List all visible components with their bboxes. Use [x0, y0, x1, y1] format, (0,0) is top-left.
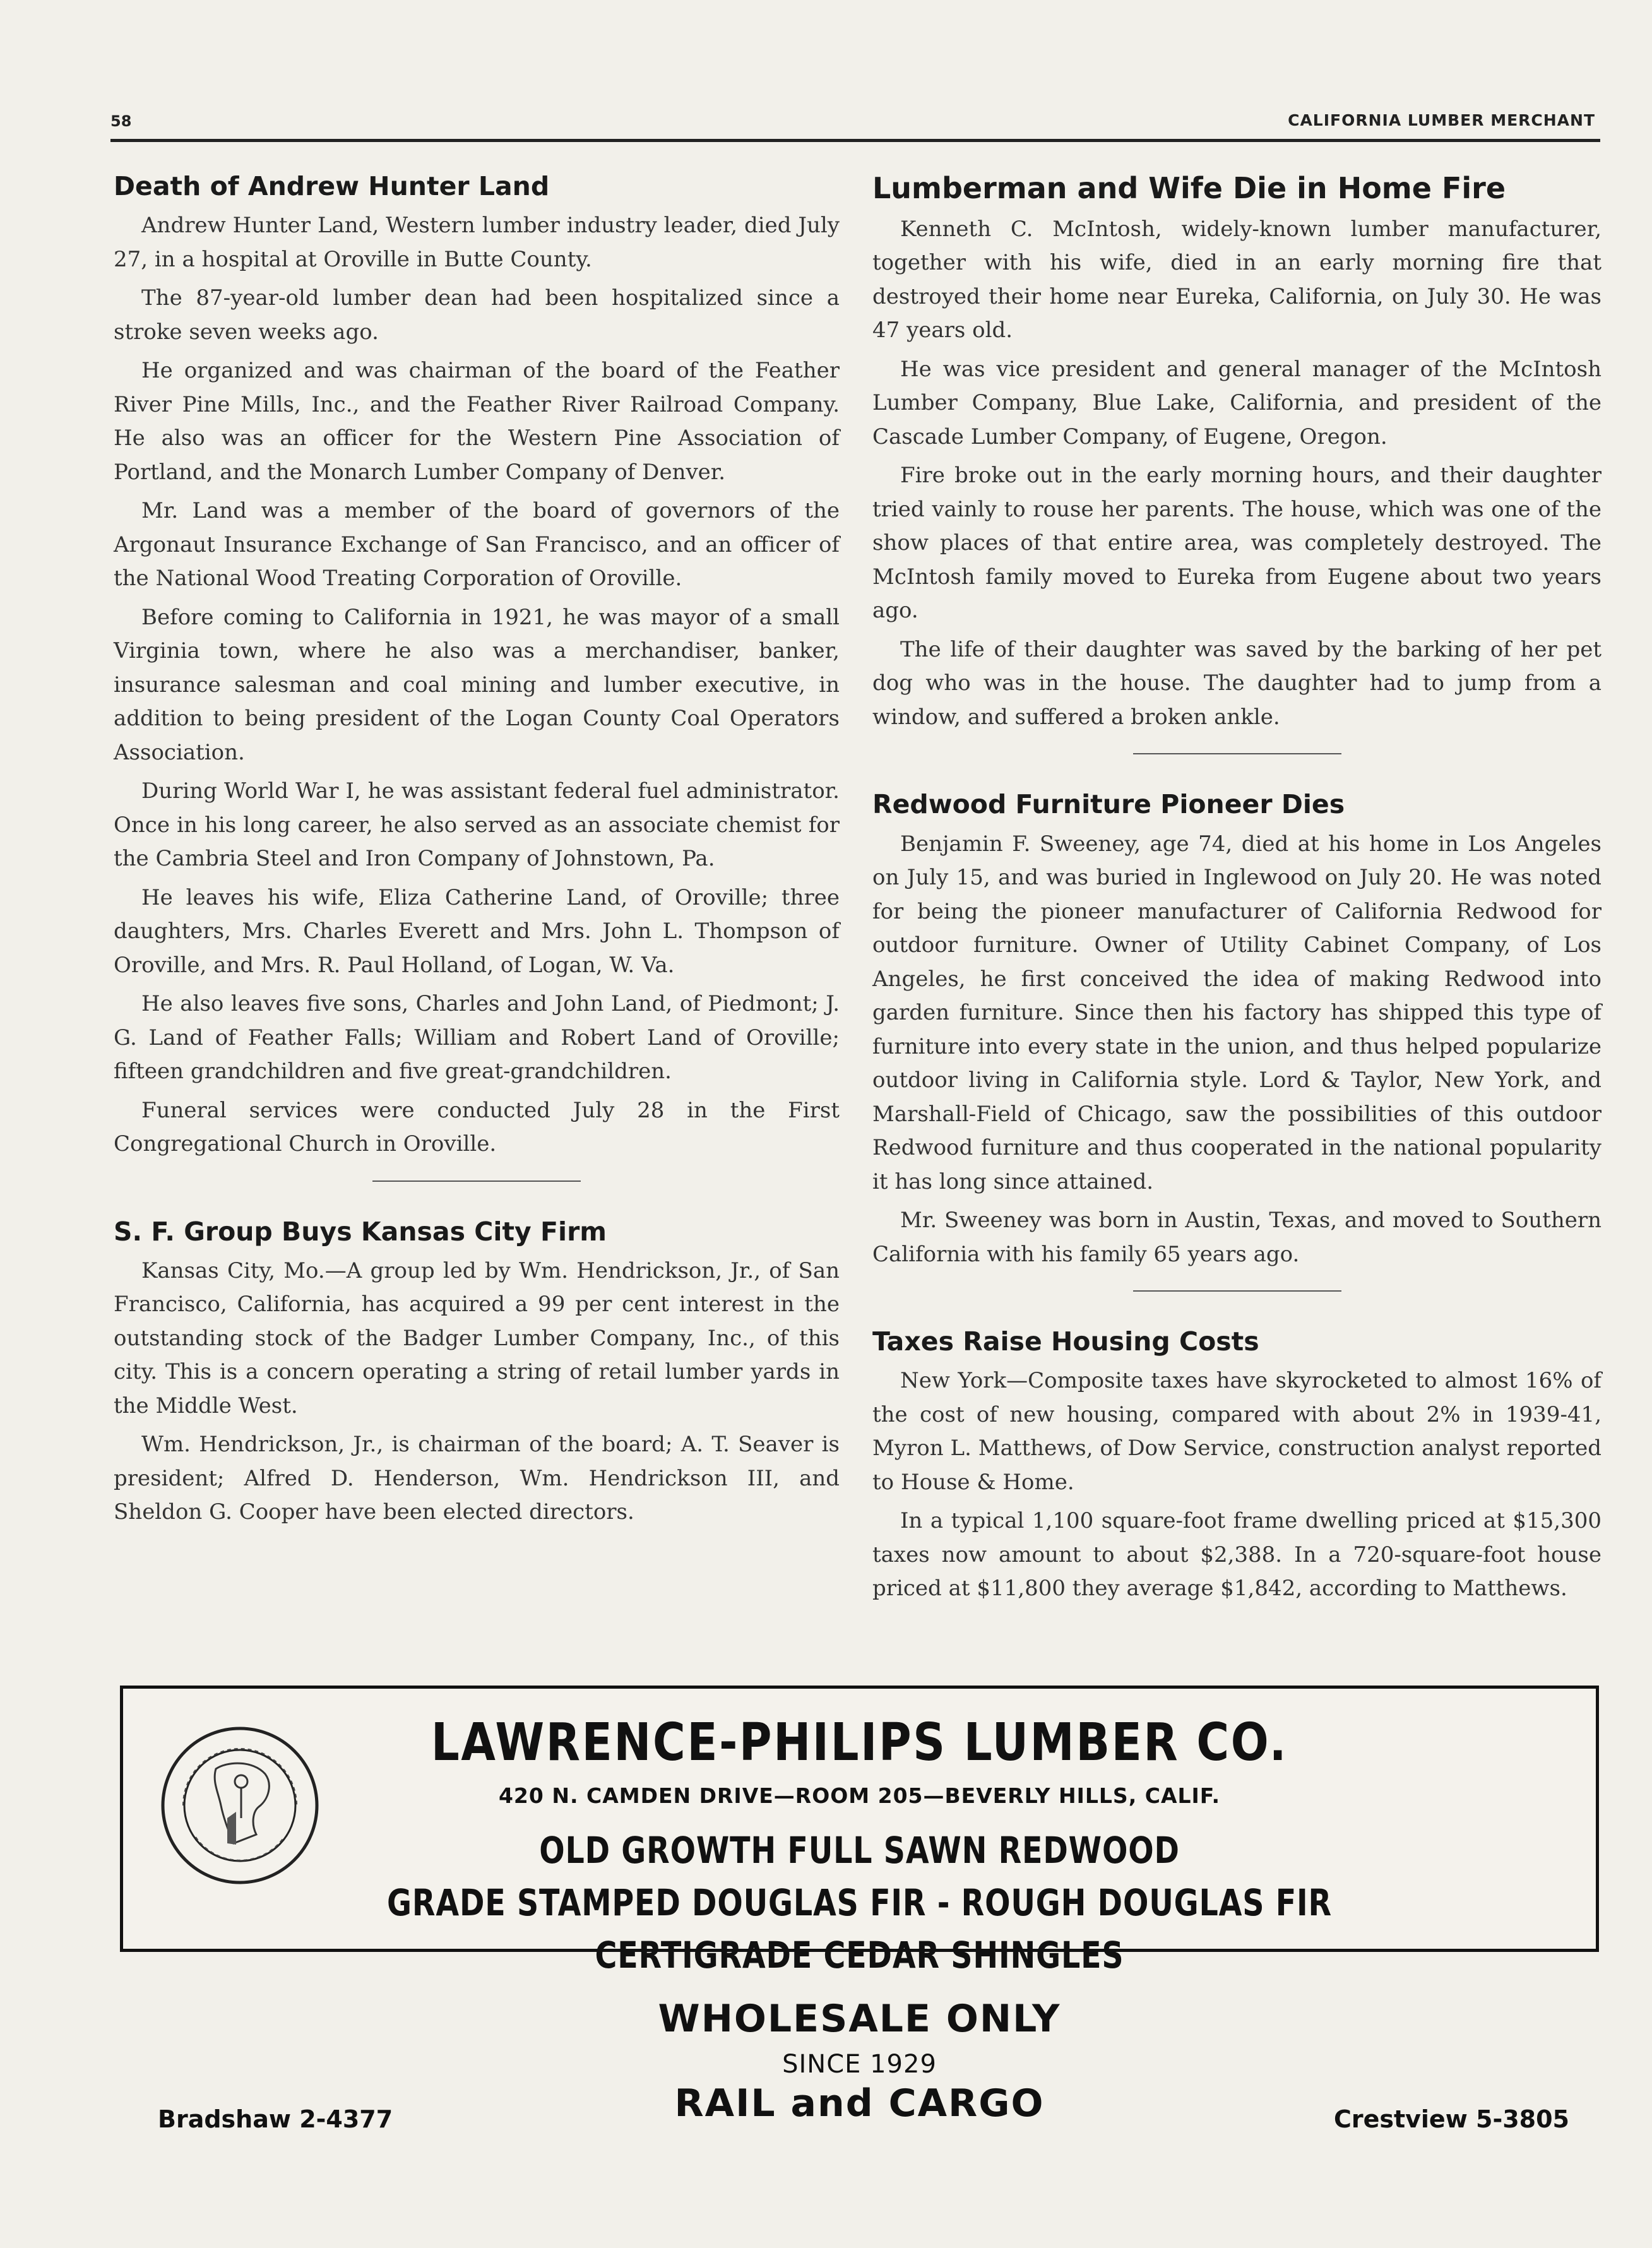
article-headline: Lumberman and Wife Die in Home Fire: [872, 171, 1506, 205]
article-paragraph: Benjamin F. Sweeney, age 74, died at his home in Los Angeles on July 15, and was buried in Inglewood on July 20. He was noted for being the pioneer manufacturer of California Redwood for outdoor furniture. Owner of Utility Cabinet Company, of Los Angeles, he first conceived the idea of making Redwood into garden furniture. Since then his factory has shipped this type of furniture into every state in the union, and thus helped popularize outdoor living in California style. Lord & Taylor, New York, and Marshall-Field of Chicago, saw the possibilities of this outdoor Redwood furniture and thus cooperated in the national popularity it has long since attained.: [872, 831, 1601, 1194]
ad-product-line: GRADE STAMPED DOUGLAS FIR - ROUGH DOUGLAS FIR: [387, 1881, 1332, 1924]
section-divider: [372, 1180, 581, 1182]
article-home-fire: [872, 172, 1601, 734]
article-taxes-housing: [872, 1327, 1601, 1606]
ad-company-name: LAWRENCE-PHILIPS LUMBER CO.: [431, 1713, 1288, 1773]
article-headline: Death of Andrew Hunter Land: [114, 171, 550, 201]
article-paragraph: He leaves his wife, Eliza Catherine Land, of Oroville; three daughters, Mrs. Charles Everett and Mrs. John L. Thompson of Oroville, and Mrs. R. Paul Holland, of Logan, W. Va.: [114, 884, 840, 978]
article-paragraph: He organized and was chairman of the board of the Feather River Pine Mills, Inc., and the Feather River Railroad Company. He also was an officer for the Western Pine Association of Portland, and the Monarch Lumber Company of Denver.: [114, 358, 840, 485]
left-column: [114, 172, 840, 1536]
article-paragraph: The 87-year-old lumber dean had been hospitalized since a stroke seven weeks ago.: [114, 285, 840, 345]
page-header: [110, 109, 1600, 142]
article-paragraph: Mr. Sweeney was born in Austin, Texas, and moved to Southern California with his family 65 years ago.: [872, 1208, 1601, 1267]
article-kansas-city-firm: [114, 1217, 840, 1530]
article-paragraph: Wm. Hendrickson, Jr., is chairman of the board; A. T. Seaver is president; Alfred D. Henderson, Wm. Hendrickson III, and Sheldon G. Cooper have been elected directors.: [114, 1432, 840, 1525]
article-andrew-hunter-land: [114, 172, 840, 1162]
ad-since-year: SINCE 1929: [782, 2050, 937, 2079]
article-paragraph: Fire broke out in the early morning hours, and their daughter tried vainly to rouse her parents. The house, which was one of the show places of that entire area, was completely destroyed. The McIntosh family moved to Eureka from Eugene about two years ago.: [872, 463, 1601, 624]
article-headline: Redwood Furniture Pioneer Dies: [872, 789, 1345, 820]
ad-address: 420 N. CAMDEN DRIVE—ROOM 205—BEVERLY HILLS, CALIF.: [498, 1783, 1221, 1808]
page-number: 58: [110, 112, 132, 130]
section-divider: [1133, 1290, 1341, 1292]
article-paragraph: He also leaves five sons, Charles and John Land, of Piedmont; J. G. Land of Feather Falls; William and Robert Land of Oroville; fifteen grandchildren and five great-grandchildren.: [114, 991, 840, 1085]
ad-rail-and-cargo: RAIL and CARGO: [674, 2081, 1045, 2126]
ad-phone-left: Bradshaw 2-4377: [158, 2105, 393, 2133]
article-paragraph: Before coming to California in 1921, he was mayor of a small Virginia town, where he also was a merchandiser, banker, insurance salesman and coal mining and lumber executive, in addition to being president of the Logan County Coal Operators Association.: [114, 604, 840, 765]
ad-phone-right: Crestview 5-3805: [1333, 2105, 1569, 2133]
advertisement: [120, 1686, 1599, 2133]
article-paragraph: New York—Composite taxes have skyrocketed to almost 16% of the cost of new housing, compared with about 2% in 1939-41, Myron L. Matthews, of Dow Service, construction analyst reported to House & Home.: [872, 1368, 1601, 1495]
article-paragraph: The life of their daughter was saved by the barking of her pet dog who was in the house. The daughter had to jump from a window, and suffered a broken ankle.: [872, 636, 1601, 730]
article-headline: S. F. Group Buys Kansas City Firm: [114, 1216, 607, 1247]
article-paragraph: Kansas City, Mo.—A group led by Wm. Hendrickson, Jr., of San Francisco, California, has acquired a 99 per cent interest in the outstanding stock of the Badger Lumber Company, Inc., of this city. This is a concern operating a string of retail lumber yards in the Middle West.: [114, 1258, 840, 1418]
article-paragraph: Funeral services were conducted July 28 in the First Congregational Church in Oroville.: [114, 1097, 840, 1157]
article-headline: Taxes Raise Housing Costs: [872, 1326, 1259, 1357]
ad-product-line: CERTIGRADE CEDAR SHINGLES: [595, 1934, 1124, 1977]
article-redwood-furniture: [872, 790, 1601, 1271]
article-paragraph: In a typical 1,100 square-foot frame dwelling priced at $15,300 taxes now amount to about $2,388. In a 720-square-foot house priced at $11,800 they average $1,842, according to Matthews.: [872, 1508, 1601, 1602]
article-paragraph: Kenneth C. McIntosh, widely-known lumber manufacturer, together with his wife, died in an early morning fire that destroyed their home near Eureka, California, on July 30. He was 47 years old.: [872, 216, 1601, 343]
ad-wholesale-only: WHOLESALE ONLY: [658, 1997, 1061, 2041]
article-paragraph: Andrew Hunter Land, Western lumber industry leader, died July 27, in a hospital at Oroville in Butte County.: [114, 213, 840, 272]
publication-title: CALIFORNIA LUMBER MERCHANT: [1288, 111, 1595, 129]
section-divider: [1133, 753, 1341, 754]
right-column: [872, 172, 1601, 1612]
article-paragraph: He was vice president and general manager of the McIntosh Lumber Company, Blue Lake, California, and president of the Cascade Lumber Company, of Eugene, Oregon.: [872, 356, 1601, 449]
article-paragraph: Mr. Land was a member of the board of governors of the Argonaut Insurance Exchange of San Francisco, and an officer of the National Wood Treating Corporation of Oroville.: [114, 498, 840, 592]
ad-product-line: OLD GROWTH FULL SAWN REDWOOD: [539, 1829, 1180, 1872]
article-paragraph: During World War I, he was assistant federal fuel administrator. Once in his long career, he also served as an associate chemist for the Cambria Steel and Iron Company of Johnstown, Pa.: [114, 778, 840, 872]
